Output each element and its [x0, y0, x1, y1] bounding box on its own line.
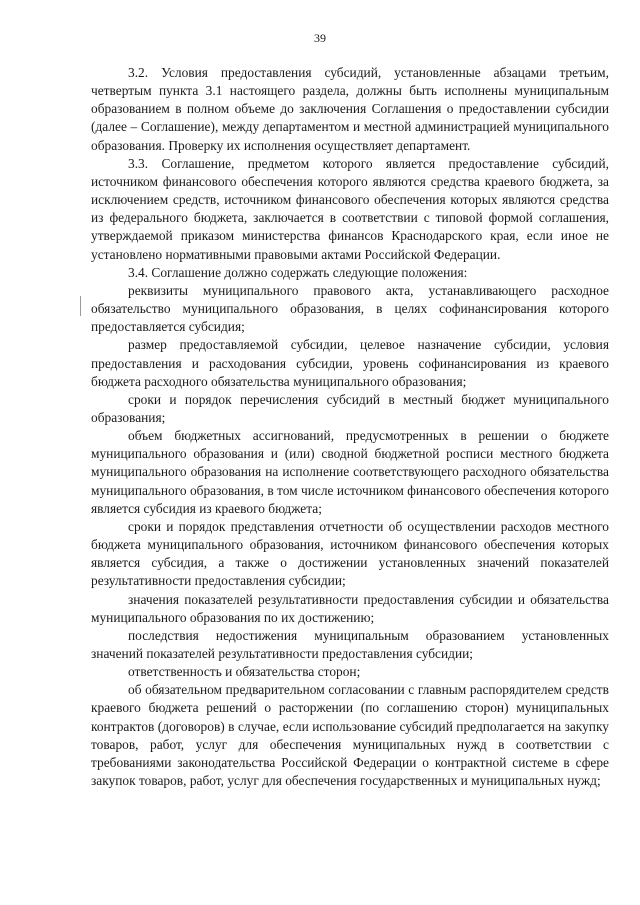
- provision-item: размер предоставляемой субсидии, целевое назначение субсидии, условия предоставления и расходования субсидии, уровень софинансирования из краевого бюджета расходного обязательства муниципального образования;: [91, 337, 609, 389]
- provision-item: значения показателей результативности предоставления субсидии и обязательства муниципального образования по их достижению;: [91, 591, 609, 625]
- page-number: 39: [314, 31, 326, 45]
- margin-mark: [80, 296, 81, 316]
- provision-item: ответственность и обязательства сторон;: [128, 664, 361, 680]
- provision-item: сроки и порядок представления отчетности об осуществлении расходов местного бюджета муниципального образования, источником финансового обеспечения которых является субсидия, а также о достижении установленных значений показателей результативности предоставления субсидии;: [91, 518, 609, 589]
- provision-item: об обязательном предварительном согласовании с главным распорядителем средств краевого бюджета решений о расторжении (по соглашению сторон) муниципальных контрактов (договоров) в случае, если использование субсидий предполагается на закупку товаров, работ, услуг для обеспечения муниципальных нужд в соответствии с требованиями законодательства Российской Федерации о контрактной системе в сфере закупок товаров, работ, услуг для обеспечения государственных и муниципальных нужд;: [91, 682, 609, 789]
- provision-item: последствия недостижения муниципальным образованием установленных значений показателей результативности предоставления субсидии;: [91, 627, 609, 661]
- document-body: [91, 64, 609, 790]
- provision-item: объем бюджетных ассигнований, предусмотренных в решении о бюджете муниципального образования и (или) сводной бюджетной росписи местного бюджета муниципального образования на исполнение соответствующего расходного обязательства муниципального образования, в том числе источником финансового обеспечения которого является субсидия из краевого бюджета;: [91, 428, 609, 516]
- paragraph-3-4: 3.4. Соглашение должно содержать следующие положения:: [128, 264, 468, 280]
- provision-item: сроки и порядок перечисления субсидий в местный бюджет муниципального образования;: [91, 391, 609, 425]
- paragraph-3-3: 3.3. Соглашение, предметом которого является предоставление субсидий, источником финансового обеспечения которого являются средства краевого бюджета, за исключением средств, источником финансового обеспечения которых являются средства из федерального бюджета, заключается в соответствии с типовой формой соглашения, утверждаемой приказом министерства финансов Краснодарского края, если иное не установлено нормативными правовыми актами Российской Федерации.: [91, 155, 609, 262]
- paragraph-3-2: 3.2. Условия предоставления субсидий, установленные абзацами третьим, четвертым пункта 3.1 настоящего раздела, должны быть исполнены муниципальным образованием в полном объеме до заключения Соглашения о предоставлении субсидии (далее – Соглашение), между департаментом и местной администрацией муниципального образования. Проверку их исполнения осуществляет департамент.: [91, 65, 609, 153]
- provision-item: реквизиты муниципального правового акта, устанавливающего расходное обязательство муниципального образования, в целях софинансирования которого предоставляется субсидия;: [91, 282, 609, 335]
